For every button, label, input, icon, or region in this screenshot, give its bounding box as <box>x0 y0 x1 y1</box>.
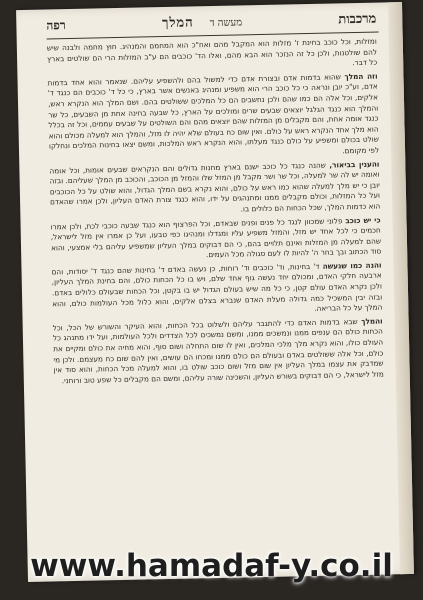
paragraph-text: שהנה כנגד כל כוכב ישנם בארץ מחנות גדולים והם הנקראים שבעים אומות, וכל אומה ואומה יש לה שר למעלה, וכל שר ושר מקבל מן המזל שלו והמזל מן הכוכב, והכוכב מן המלך שעליהם. ובזה יובן כי יש מלך למעלה שהוא כמו ראש על כולם, והוא נקרא בשם המלך הגדול, והוא שולט על כל הכוכבים ועל כל המזלות, וכולם מקבלים ממנו ומתנהגים על ידו, והוא כנגד צורת האדם העליון, ולכן אמרו שהאדם הוא כדמות המלך, שכל הכחות הם כלולים בו. <box>49 160 381 214</box>
main-text <box>47 37 387 534</box>
paragraph <box>47 71 379 163</box>
paragraph <box>53 316 384 386</box>
book-page <box>16 2 414 582</box>
site-watermark: www.hamadaf-y.co.il <box>30 548 393 584</box>
paragraph-lead: והמלך <box>361 316 383 326</box>
paragraph-text: שהוא בדמות אדם ובצורת אדם כדי למשול בהם ולהשפיע עליהם. שנאמר והוא אחד בדמות אדם, וע"כ יובן ונראה כי כל כוכב הרי הוא משפיע ומנהיג באנשים אשר בארץ, כי כל ד' כוכבים הם כנגד ד' אלקים, וכל אלה הם כמו שהם ולכן נחשבים הם כל המלכים ששולטים בהם. ושם המלך הוא הנקרא ראש, והמלך הוא כנגד הגלגל יוצאים שבעים שרים ומולכים על הארץ, כל שבעה בחינה אחת מן השבעים, כל שר כנגד אומה אחת, והם מקבלים מן המזלות שהם יוצאים מהם והם השולטים על שבעים עממים, וכל זה בכלל הוא מלך אחד הנקרא ראש על כולם. ואין שום כח בעולם שלא יהיה לו מזל, והמלך הוא למעלה מכולם והוא שולט בכולם ומשפיע על כולם כנגד מעלתו, והוא הנקרא ראש המלכות, ומשם יצאו בחינות המלכים ונחלקו לפי מקומם. <box>47 72 380 156</box>
paragraph-lead: וזה המלך <box>344 71 378 82</box>
paragraph-text: ד' בחינות, וד' כוכבים וד' רוחות, כן נעשה באדם ד' בחינות שהם כנגד ד' יסודות, והם ארבעה חלקי האדם, ומכולם יחד נעשה גוף אחד שלם, ויש בו כל הכחות כולם, והם בחינת המלך העליון, ולכן נקרא האדם עולם קטן, כי כל מה שיש בעולם הגדול יש בו בקטן, וכל הכחות שבעולם כלולים באדם. ובזה יבין המשכיל כמה גדולה מעלת האדם שנברא בצלם אלקים, והוא כלול מכל העולמות כולם, והוא המלך על כל הבריאה. <box>51 261 383 314</box>
paragraph-text: ומזלות, וכל כוכב בחינת ז' מזלות הוא המקבל מהם ואח"כ הוא המחמם והמנהיג. חוץ מחמה ולבנה שיש להם שולטנות, ולכן כל זה הנזכר הוא הבא מהם, ואלו הד' כוכבים הם ע"ב המזלות הרי הם שולטים בארץ כל דבר. <box>46 36 378 68</box>
header-book-title: מרכבות <box>338 11 377 28</box>
paragraph <box>47 37 378 76</box>
paragraph-lead: כי יש כוכב <box>345 215 381 225</box>
paragraph <box>51 260 382 320</box>
page-spine-shadow <box>388 2 414 574</box>
header-page-number: רפה <box>46 18 66 33</box>
paragraph-text: פלוני שמכוון לנגד כל פנים ופנים שבאדם, וכל הפרצוף הוא כנגד שבעה כוכבי לכת, ולכן אמרו חכמים כי לכל אחד יש מזל, והמזל משפיע עליו ומגדלו ומנהיגו כפי טבעו, ועל כן אמרו אין מזל לישראל, שהם למעלה מן המזלות ואינם תלויים בהם, כי הם דבוקים במלך העליון שמשפיע עליהם בלי אמצעי, והוא סוד הכתוב ובך בחר ה' להיות לו לעם סגולה מכל העמים. <box>50 215 382 260</box>
paragraph-lead: והענין בביאור, <box>329 159 380 170</box>
paragraph <box>49 159 380 219</box>
paragraph <box>50 215 381 264</box>
paragraph-text: שבא בדמות האדם כדי להתגבר עליהם ולשלוט בכל הכחות, והוא העיקר והשורש של הכל, וכל הכחות כולם הם ענפים ממנו ונמשכים ממנו, ומשם נמשכים לכל הצדדים ולכל העולמות, ועל ידו מתנהג כל העולם כולו, והוא נקרא מלך מלכי המלכים, ואין לו שום התחלה ושום סוף, והוא מחיה את כולם ומקיים את כולם, וכל אלה ששולטים באדם ובעולם הם כולם ממנו ומכחו הם עושים, ואין להם שום כח מעצמם. ולכן מי שמדבק את עצמו במלך העליון אין שום מזל ושום כוכב שולט בו, והוא למעלה מכל הכחות, והוא סוד אין מזל לישראל, כי הם דבוקים בשורש העליון, והשכינה שורה עליהם, ומשם הם מקבלים כל שפע טוב ורוחני. <box>52 316 384 386</box>
paragraph-lead: והנה כמו שנעשה <box>322 260 382 271</box>
header-chapter-title: המלך <box>161 15 194 32</box>
header-section: מעשה ד <box>209 17 243 30</box>
header-center <box>162 13 242 31</box>
